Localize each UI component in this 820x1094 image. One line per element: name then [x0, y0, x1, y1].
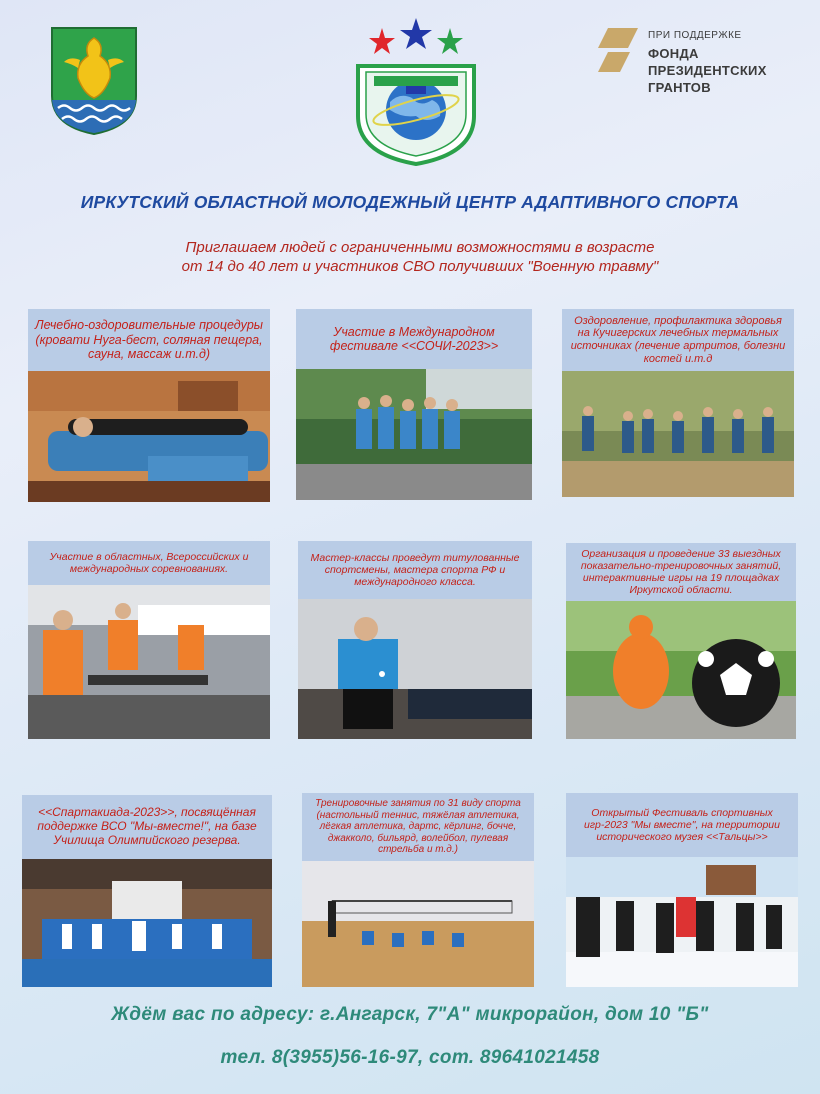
footer-address: Ждём вас по адресу: г.Ангарск, 7"А" микрорайон, дом 10 "Б" [111, 1004, 709, 1025]
card-caption-festival: Открытый Фестиваль спортивных игр-2023 "Мы вместе", на территории исторического музея <<Тальцы>> [566, 793, 798, 857]
card-caption-competitions: Участие в областных, Всероссийских и международных соревнованиях. [28, 541, 270, 585]
card-photo-training [302, 861, 534, 987]
presidential-grants-logo [594, 26, 794, 106]
footer-phone: тел. 8(3955)56-16-97, сот. 89641021458 [220, 1047, 600, 1068]
card-caption-treatment: Лечебно-оздоровительные процедуры (кровати Нуга-бест, соляная пещера, сауна, массаж и.т.д) [28, 309, 270, 371]
card-photo-masterclass [298, 599, 532, 739]
card-photo-spartakiad [22, 859, 272, 987]
card-photo-sochi [296, 369, 532, 500]
card-caption-sochi: Участие в Международном фестивале <<СОЧИ-2023>> [296, 309, 532, 369]
card-caption-spartakiad: <<Спартакиада-2023>>, посвящённая поддержке ВСО "Мы-вместе!", на базе Училища Олимпийского резерва. [22, 795, 272, 859]
organization-emblem-icon [350, 16, 482, 166]
card-photo-festival [566, 857, 798, 987]
subtitle-line-1: Приглашаем людей с ограниченными возможностями в возрасте [185, 239, 655, 256]
grants-mark-icon [594, 26, 642, 80]
card-photo-springs [562, 371, 794, 497]
subtitle [80, 238, 760, 276]
card-caption-trips: Организация и проведение 33 выездных показательно-тренировочных занятий, интерактивные игры на 19 площадках Иркутской области. [566, 543, 796, 601]
card-photo-competitions [28, 585, 270, 739]
subtitle-line-2: от 14 до 40 лет и участников СВО получивших "Военную травму" [181, 258, 659, 275]
grant-line-2: ФОНДА [648, 46, 699, 61]
page-title: ИРКУТСКИЙ ОБЛАСТНОЙ МОЛОДЕЖНЫЙ ЦЕНТР АДАПТИВНОГО СПОРТА [80, 192, 740, 212]
card-caption-springs: Оздоровление, профилактика здоровья на Кучигерских лечебных термальных источниках (лечение артритов, болезни костей и.т.д [562, 309, 794, 371]
card-photo-treatment [28, 371, 270, 502]
card-caption-masterclass: Мастер-классы проведут титулованные спортсмены, мастера спорта РФ и международного класса. [298, 541, 532, 599]
coat-of-arms-icon [50, 26, 138, 136]
grant-line-4: ГРАНТОВ [648, 80, 711, 95]
grant-line-3: ПРЕЗИДЕНТСКИХ [648, 63, 767, 78]
card-caption-training: Тренировочные занятия по 31 виду спорта (настольный теннис, тяжёлая атлетика, лёгкая атлетика, дартс, кёрлинг, бочче, джакколо, бильярд, волейбол, пулевая стрельба и т.д.) [302, 793, 534, 861]
card-photo-trips [566, 601, 796, 739]
grant-line-1: ПРИ ПОДДЕРЖКЕ [648, 30, 742, 41]
